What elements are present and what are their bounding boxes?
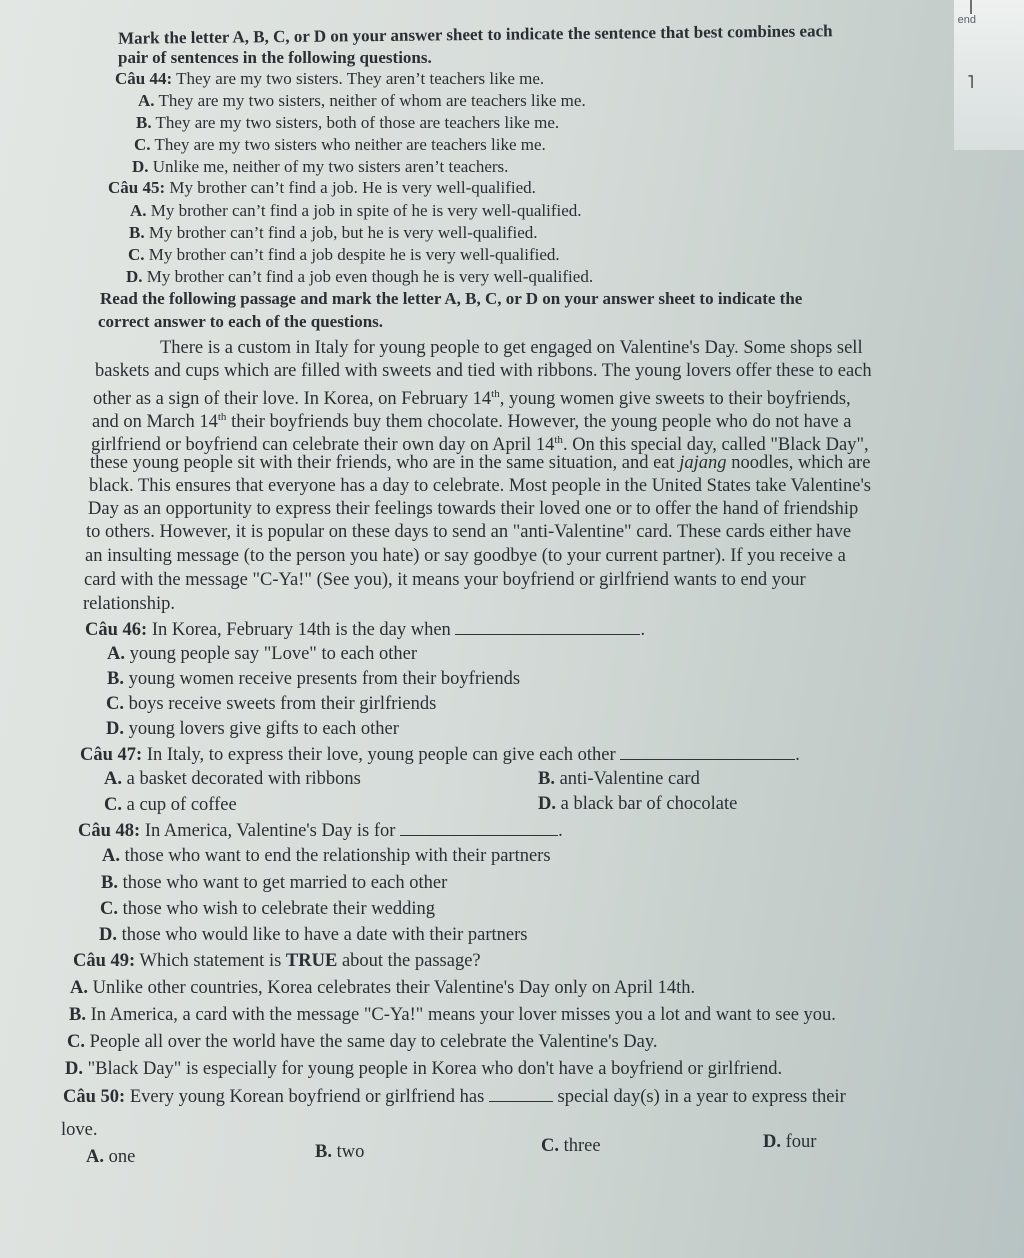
option-letter: D. (65, 1059, 83, 1079)
option-text: "Black Day" is especially for young people in Korea who don't have a boyfriend or girlfriend. (87, 1059, 783, 1079)
section1-instruction-line1: Mark the letter A, B, C, or D on your answer sheet to indicate the sentence that best combines each (117, 21, 833, 48)
option-letter: C. (541, 1136, 559, 1156)
passage-text: their boyfriends buy them chocolate. However, the young people who do not have a (226, 412, 852, 433)
section1-instruction-line2: pair of sentences in the following questions. (118, 48, 432, 67)
q49-option-d (65, 1058, 782, 1080)
option-text: those who would like to have a date with their partners (121, 925, 528, 945)
passage-text: these young people sit with their friends, who are in the same situation, and eat (90, 453, 680, 473)
q47-option-b (538, 768, 700, 790)
question-label: Câu 47: (80, 745, 143, 765)
option-text: those who wish to celebrate their wedding (122, 899, 435, 919)
q50-option-d (763, 1131, 816, 1153)
option-letter: D. (106, 719, 124, 739)
superscript: th (554, 434, 563, 446)
option-letter: B. (107, 669, 124, 689)
section2-instruction-line1: Read the following passage and mark the letter A, B, C, or D on your answer sheet to indicate the (100, 289, 803, 308)
option-text: three (563, 1136, 601, 1156)
option-letter: C. (67, 1032, 85, 1052)
option-letter: B. (538, 769, 555, 789)
corner-tick-mark (970, 0, 972, 14)
q49-option-a (70, 977, 695, 999)
question-50 (63, 1085, 846, 1108)
passage-text: other as a sign of their love. In Korea, on February 14 (93, 389, 492, 410)
section2-instruction-line2: correct answer to each of the questions. (98, 312, 384, 331)
passage-line: card with the message "C-Ya!" (See you), it means your boyfriend or girlfriend wants to end your (84, 570, 806, 590)
option-text: Unlike me, neither of my two sisters aren’t teachers. (152, 157, 509, 176)
option-text: People all over the world have the same day to celebrate the Valentine's Day. (89, 1032, 658, 1052)
option-text: My brother can’t find a job in spite of he is very well-qualified. (150, 201, 582, 220)
q47-option-c (104, 794, 237, 816)
passage-line: an insulting message (to the person you hate) or say goodbye (to your current partner). If you receive a (85, 546, 846, 566)
option-text: anti-Valentine card (559, 769, 700, 789)
option-letter: B. (136, 113, 152, 132)
passage-line: black. This ensures that everyone has a day to celebrate. Most people in the United States take Valentine's (89, 476, 871, 496)
question-44 (115, 68, 544, 90)
q44-option-a (138, 90, 586, 112)
q48-option-d (99, 924, 528, 946)
option-text: a basket decorated with ribbons (126, 769, 361, 789)
q48-option-a (102, 845, 551, 867)
question-stem: In America, Valentine's Day is for (144, 821, 396, 841)
question-47 (80, 743, 800, 766)
option-letter: A. (70, 978, 88, 998)
option-letter: C. (106, 694, 124, 714)
q47-option-a (104, 768, 361, 790)
passage-text: noodles, which are (726, 453, 871, 473)
q46-option-d (106, 718, 399, 740)
corner-end-label: end (957, 14, 976, 26)
option-letter: A. (104, 769, 122, 789)
question-stem: In Korea, February 14th is the day when (151, 620, 451, 640)
answer-blank (620, 743, 795, 760)
passage-line (90, 452, 870, 474)
answer-blank (400, 819, 558, 836)
option-text: boys receive sweets from their girlfriends (128, 694, 437, 714)
q45-option-b (129, 222, 538, 244)
passage-line: Day as an opportunity to express their feelings towards their loved one or to offer the hand of friendship (88, 499, 859, 519)
stem-end: . (558, 821, 563, 841)
option-letter: B. (315, 1142, 332, 1162)
option-text: those who want to get married to each other (122, 873, 448, 893)
superscript: th (491, 388, 500, 400)
option-letter: A. (86, 1147, 104, 1167)
option-letter: D. (99, 925, 117, 945)
passage-line: relationship. (83, 594, 175, 614)
option-letter: C. (134, 135, 151, 154)
option-letter: C. (104, 795, 122, 815)
q46-option-c (106, 693, 436, 715)
option-letter: A. (107, 644, 125, 664)
option-text: four (785, 1132, 817, 1152)
q48-option-b (101, 872, 447, 894)
option-text: young women receive presents from their boyfriends (128, 669, 521, 689)
question-label: Câu 45: (108, 178, 166, 197)
option-letter: B. (69, 1005, 86, 1025)
passage-line: baskets and cups which are filled with sweets and tied with ribbons. The young lovers offer these to each (95, 361, 872, 381)
question-label: Câu 46: (85, 620, 148, 640)
option-text: My brother can’t find a job despite he is very well-qualified. (148, 245, 560, 264)
question-label: Câu 44: (115, 69, 173, 88)
q47-option-d (538, 793, 737, 815)
q45-option-a (130, 200, 582, 222)
q49-option-b (69, 1004, 836, 1026)
option-text: young people say "Love" to each other (129, 644, 417, 664)
q44-option-d (132, 156, 508, 178)
option-letter: D. (126, 267, 143, 286)
option-letter: C. (100, 899, 118, 919)
option-letter: D. (763, 1132, 781, 1152)
option-text: young lovers give gifts to each other (128, 719, 399, 739)
passage-text: . On this special day, called "Black Day", (562, 435, 869, 456)
option-letter: A. (138, 91, 155, 110)
option-text: Unlike other countries, Korea celebrates their Valentine's Day only on April 14th. (92, 978, 696, 998)
q50-option-b (315, 1141, 364, 1163)
q49-option-c (67, 1031, 658, 1053)
option-text: They are my two sisters who neither are teachers like me. (154, 135, 546, 154)
stem-end: . (640, 620, 646, 640)
option-text: a cup of coffee (126, 795, 237, 815)
q46-option-b (107, 668, 520, 690)
question-stem: In Italy, to express their love, young people can give each other (146, 745, 616, 765)
corner-pen-mark: ˥ (967, 72, 974, 92)
q50-option-a (86, 1146, 135, 1168)
passage-line: There is a custom in Italy for young people to get engaged on Valentine's Day. Some shops sell (160, 338, 863, 358)
q45-option-d (126, 266, 593, 288)
q44-option-b (136, 112, 559, 134)
question-label: Câu 50: (63, 1087, 126, 1107)
option-text: They are my two sisters, both of those are teachers like me. (155, 113, 560, 132)
question-stem: Every young Korean boyfriend or girlfriend has (129, 1087, 485, 1107)
passage-text: girlfriend or boyfriend can celebrate their own day on April 14 (91, 435, 555, 456)
question-label: Câu 48: (78, 821, 141, 841)
option-text: They are my two sisters, neither of whom are teachers like me. (158, 91, 586, 110)
option-text: My brother can’t find a job, but he is very well-qualified. (148, 223, 538, 242)
q45-option-c (128, 244, 560, 266)
superscript: th (217, 411, 227, 423)
option-text: In America, a card with the message "C-Ya!" means your lover misses you a lot and want to see you. (90, 1005, 836, 1025)
question-label: Câu 49: (73, 951, 136, 971)
passage-line: to others. However, it is popular on these days to send an "anti-Valentine" card. These cards either have (86, 522, 852, 542)
option-letter: B. (101, 873, 118, 893)
question-stem: special day(s) in a year to express their (557, 1087, 846, 1107)
option-letter: D. (132, 157, 149, 176)
question-stem: They are my two sisters. They aren’t teachers like me. (176, 69, 545, 88)
option-text: a black bar of chocolate (560, 794, 738, 814)
q46-option-a (107, 643, 417, 665)
question-45 (108, 177, 536, 199)
passage-text: , young women give sweets to their boyfriends, (499, 389, 851, 410)
option-letter: B. (129, 223, 145, 242)
answer-blank (455, 618, 640, 635)
question-48 (78, 819, 563, 842)
question-stem: Which statement is (139, 951, 286, 971)
passage-text: and on March 14 (92, 412, 218, 433)
option-letter: C. (128, 245, 145, 264)
option-letter: D. (538, 794, 556, 814)
question-50-continuation: love. (61, 1120, 98, 1140)
question-stem: about the passage? (337, 951, 481, 971)
option-text: two (336, 1142, 365, 1162)
option-text: one (108, 1147, 136, 1167)
emphasis-word: TRUE (285, 951, 338, 971)
option-letter: A. (102, 846, 120, 866)
stem-end: . (795, 745, 800, 765)
question-46 (85, 618, 645, 641)
q48-option-c (100, 898, 435, 920)
q50-option-c (541, 1135, 601, 1157)
question-stem: My brother can’t find a job. He is very well-qualified. (169, 178, 536, 197)
q44-option-c (134, 134, 546, 156)
italic-word: jajang (679, 453, 727, 473)
option-text: My brother can’t find a job even though he is very well-qualified. (146, 267, 594, 286)
option-text: those who want to end the relationship with their partners (124, 846, 551, 866)
option-letter: A. (130, 201, 147, 220)
question-49 (73, 950, 481, 972)
answer-blank (489, 1085, 553, 1102)
